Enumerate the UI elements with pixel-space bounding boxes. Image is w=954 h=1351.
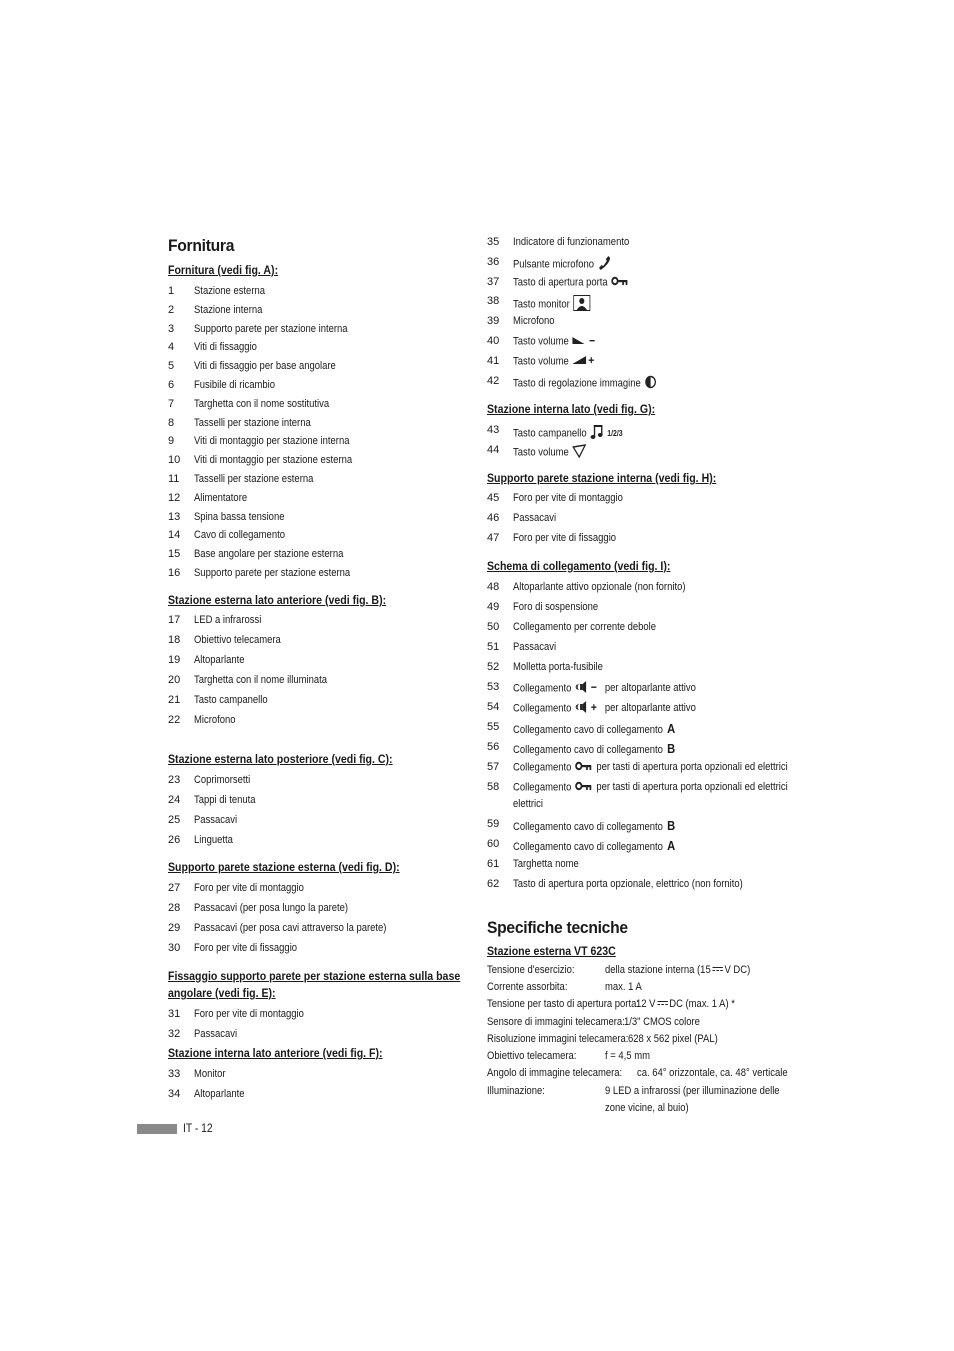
spec-value: 12 V DC (max. 1 A) * bbox=[636, 998, 735, 1010]
item-number: 22 bbox=[168, 714, 181, 726]
item-number: 28 bbox=[168, 902, 181, 914]
section-heading: Supporto parete stazione interna (vedi fig. H): bbox=[487, 473, 717, 485]
section-heading: Schema di collegamento (vedi fig. I): bbox=[487, 561, 671, 573]
item-text: Tasto volume bbox=[513, 335, 596, 348]
handset-icon bbox=[597, 256, 611, 273]
item-text: Tasto campanello bbox=[194, 694, 268, 706]
specs-heading: Stazione esterna VT 623C bbox=[487, 946, 616, 958]
item-text: Tasto volume bbox=[513, 355, 596, 368]
item-number: 12 bbox=[168, 491, 181, 504]
speaker-minus-icon bbox=[575, 681, 601, 696]
spec-label: Sensore di immagini telecamera: bbox=[487, 1016, 625, 1028]
item-number: 39 bbox=[487, 315, 500, 328]
section-heading: Supporto parete stazione esterna (vedi fig. D): bbox=[168, 862, 400, 874]
item-number: 18 bbox=[168, 634, 181, 646]
item-number: 32 bbox=[168, 1028, 181, 1040]
item-text: Collegamento per tasti di apertura porta opzionali ed elettrici bbox=[513, 761, 788, 774]
item-number: 17 bbox=[168, 614, 181, 626]
item-text: Collegamento cavo di collegamento B bbox=[513, 818, 676, 833]
item-number: 4 bbox=[168, 341, 175, 354]
item-text: Collegamento per tasti di apertura porta opzionali ed elettrici bbox=[513, 781, 788, 794]
item-text: Cavo di collegamento bbox=[194, 529, 285, 542]
item-number: 8 bbox=[168, 416, 175, 429]
item-number: 40 bbox=[487, 335, 500, 347]
section-heading: Stazione esterna lato posteriore (vedi fig. C): bbox=[168, 754, 393, 766]
item-text: Passacavi bbox=[513, 512, 557, 524]
item-text: Passacavi (per posa lungo la parete) bbox=[194, 902, 349, 914]
item-text: Monitor bbox=[194, 1068, 226, 1080]
item-text: Targhetta nome bbox=[513, 858, 579, 870]
item-text: Obiettivo telecamera bbox=[194, 634, 281, 646]
spec-value: f = 4,5 mm bbox=[605, 1050, 650, 1062]
item-number: 35 bbox=[487, 236, 500, 248]
footer-bar bbox=[137, 1124, 177, 1134]
item-text: Tasto campanello 1/2/3 bbox=[513, 424, 623, 443]
item-number: 55 bbox=[487, 721, 500, 733]
item-text: Tasselli per stazione esterna bbox=[194, 473, 314, 485]
item-text: Supporto parete per stazione esterna bbox=[194, 567, 351, 579]
item-number: 60 bbox=[487, 838, 500, 850]
item-text: Passacavi (per posa cavi attraverso la parete) bbox=[194, 922, 387, 934]
item-text: Stazione esterna bbox=[194, 285, 266, 297]
item-number: 36 bbox=[487, 255, 500, 268]
item-text: Passacavi bbox=[513, 641, 557, 653]
contrast-icon bbox=[644, 375, 656, 392]
item-number: 11 bbox=[168, 473, 180, 485]
item-number: 27 bbox=[168, 882, 181, 894]
item-text: Viti di fissaggio bbox=[194, 341, 257, 354]
item-text: Altoparlante attivo opzionale (non fornito) bbox=[513, 581, 686, 593]
item-text: Microfono bbox=[194, 714, 236, 726]
item-text: Linguetta bbox=[194, 834, 233, 846]
specs-title: Specifiche tecniche bbox=[487, 918, 628, 937]
item-text: Stazione interna bbox=[194, 303, 263, 316]
spec-label: Angolo di immagine telecamera: bbox=[487, 1067, 623, 1079]
item-number: 49 bbox=[487, 601, 500, 613]
speaker-plus-icon bbox=[575, 701, 601, 716]
item-number: 10 bbox=[168, 454, 181, 467]
item-text: Passacavi bbox=[194, 1028, 238, 1040]
ringtone-label: 1/2/3 bbox=[607, 429, 623, 439]
item-number: 56 bbox=[487, 741, 500, 753]
section-heading: Stazione interna lato (vedi fig. G): bbox=[487, 404, 656, 416]
item-text: Altoparlante bbox=[194, 654, 245, 666]
item-number: 47 bbox=[487, 532, 500, 544]
item-number: 62 bbox=[487, 878, 500, 890]
item-number: 30 bbox=[168, 942, 181, 954]
item-number: 13 bbox=[168, 510, 181, 523]
item-number: 21 bbox=[168, 694, 181, 706]
spec-label: Tensione d'esercizio: bbox=[487, 964, 575, 976]
item-text: Foro per vite di montaggio bbox=[513, 492, 623, 504]
item-text-continued: elettrici bbox=[513, 798, 543, 810]
spec-value: 9 LED a infrarossi (per illuminazione delle bbox=[605, 1085, 780, 1097]
item-number: 57 bbox=[487, 761, 500, 773]
spec-label: Risoluzione immagini telecamera: bbox=[487, 1033, 629, 1045]
volume-wedge-icon bbox=[572, 444, 586, 461]
item-number: 5 bbox=[168, 360, 175, 373]
item-number: 43 bbox=[487, 424, 500, 436]
item-number: 29 bbox=[168, 922, 181, 934]
item-text: Collegamento cavo di collegamento A bbox=[513, 721, 676, 736]
item-number: 24 bbox=[168, 794, 181, 806]
item-number: 20 bbox=[168, 674, 181, 686]
item-number: 52 bbox=[487, 661, 500, 673]
volume-down-icon bbox=[572, 335, 596, 348]
item-number: 45 bbox=[487, 492, 500, 504]
item-number: 59 bbox=[487, 818, 500, 830]
item-text: Microfono bbox=[513, 315, 555, 328]
dc-symbol-icon bbox=[657, 1001, 667, 1007]
connector-letter: B bbox=[667, 741, 676, 756]
item-text: Tasto monitor bbox=[513, 295, 590, 314]
item-number: 3 bbox=[168, 322, 175, 335]
page-title: Fornitura bbox=[168, 236, 235, 255]
item-number: 19 bbox=[168, 654, 181, 666]
item-text: Tasto di regolazione immagine bbox=[513, 375, 656, 392]
spec-value: max. 1 A bbox=[605, 981, 642, 993]
item-text: Base angolare per stazione esterna bbox=[194, 548, 344, 561]
item-text: Tasselli per stazione interna bbox=[194, 416, 311, 429]
item-number: 54 bbox=[487, 701, 500, 713]
item-text: Targhetta con il nome illuminata bbox=[194, 674, 328, 686]
monitor-person-icon bbox=[573, 295, 590, 314]
spec-value: della stazione interna (15 V DC) bbox=[605, 964, 751, 976]
item-text: Passacavi bbox=[194, 814, 238, 826]
section-heading: angolare (vedi fig. E): bbox=[168, 988, 276, 1000]
item-number: 37 bbox=[487, 275, 500, 288]
item-text: Indicatore di funzionamento bbox=[513, 236, 630, 248]
item-text: Fusibile di ricambio bbox=[194, 379, 275, 391]
item-text: Molletta porta-fusibile bbox=[513, 661, 603, 673]
key-icon bbox=[575, 761, 592, 774]
item-number: 23 bbox=[168, 774, 181, 786]
item-text: Supporto parete per stazione interna bbox=[194, 322, 348, 335]
item-number: 6 bbox=[168, 379, 175, 391]
connector-letter: A bbox=[667, 721, 676, 736]
spec-label: Corrente assorbita: bbox=[487, 981, 568, 993]
spec-label: Obiettivo telecamera: bbox=[487, 1050, 577, 1062]
item-text: Tasto di apertura porta opzionale, elettrico (non fornito) bbox=[513, 878, 743, 890]
item-number: 53 bbox=[487, 681, 500, 693]
item-number: 9 bbox=[168, 435, 175, 448]
item-number: 31 bbox=[168, 1008, 181, 1020]
item-text: Collegamento per altoparlante attivo bbox=[513, 682, 696, 695]
section-heading: Fissaggio supporto parete per stazione esterna sulla base bbox=[168, 971, 461, 983]
page-number: IT - 12 bbox=[183, 1121, 213, 1135]
item-text: Foro per vite di fissaggio bbox=[513, 532, 617, 544]
item-number: 48 bbox=[487, 581, 500, 593]
item-number: 46 bbox=[487, 512, 500, 524]
item-number: 50 bbox=[487, 621, 500, 633]
item-text: Collegamento per altoparlante attivo bbox=[513, 702, 696, 715]
item-number: 42 bbox=[487, 374, 500, 387]
item-text: Pulsante microfono bbox=[513, 256, 611, 273]
key-icon bbox=[575, 781, 592, 794]
item-text: Tappi di tenuta bbox=[194, 794, 256, 806]
item-number: 38 bbox=[487, 295, 500, 308]
item-number: 14 bbox=[168, 529, 181, 542]
item-text: Tasto volume bbox=[513, 444, 586, 461]
connector-letter: B bbox=[667, 818, 676, 833]
spec-value: 628 x 562 pixel (PAL) bbox=[628, 1033, 718, 1045]
item-number: 16 bbox=[168, 567, 181, 579]
item-text: Collegamento per corrente debole bbox=[513, 621, 657, 633]
section-heading: Fornitura (vedi fig. A): bbox=[168, 265, 279, 277]
volume-up-icon bbox=[572, 355, 596, 368]
item-text: Spina bassa tensione bbox=[194, 510, 285, 523]
item-number: 2 bbox=[168, 303, 175, 316]
item-number: 41 bbox=[487, 354, 500, 367]
item-text: Collegamento cavo di collegamento A bbox=[513, 838, 676, 853]
item-number: 15 bbox=[168, 548, 181, 561]
item-text: Tasto di apertura porta bbox=[513, 276, 628, 289]
item-text: Collegamento cavo di collegamento B bbox=[513, 741, 676, 756]
spec-value-continued: zone vicine, al buio) bbox=[605, 1102, 689, 1114]
section-heading: Stazione interna lato anteriore (vedi fig. F): bbox=[168, 1048, 383, 1060]
item-text: Viti di fissaggio per base angolare bbox=[194, 360, 336, 373]
item-number: 51 bbox=[487, 641, 500, 653]
item-text: Altoparlante bbox=[194, 1088, 245, 1100]
item-text: Foro per vite di fissaggio bbox=[194, 942, 298, 954]
item-number: 44 bbox=[487, 444, 500, 456]
item-text: Foro di sospensione bbox=[513, 601, 599, 613]
spec-label: Tensione per tasto di apertura porta: bbox=[487, 998, 639, 1010]
item-text: Coprimorsetti bbox=[194, 774, 251, 786]
item-text: LED a infrarossi bbox=[194, 614, 262, 626]
key-icon bbox=[611, 276, 628, 289]
spec-label: Illuminazione: bbox=[487, 1085, 545, 1097]
item-text: Viti di montaggio per stazione esterna bbox=[194, 454, 353, 467]
item-number: 1 bbox=[168, 285, 175, 297]
item-number: 58 bbox=[487, 781, 500, 793]
item-number: 33 bbox=[168, 1068, 181, 1080]
section-heading: Stazione esterna lato anteriore (vedi fig. B): bbox=[168, 595, 387, 607]
connector-letter: A bbox=[667, 838, 676, 853]
item-number: 61 bbox=[487, 858, 500, 870]
item-text: Foro per vite di montaggio bbox=[194, 1008, 304, 1020]
music-note-icon bbox=[590, 424, 605, 443]
item-number: 25 bbox=[168, 814, 181, 826]
spec-value: ca. 64° orizzontale, ca. 48° verticale bbox=[637, 1067, 788, 1079]
item-text: Viti di montaggio per stazione interna bbox=[194, 435, 350, 448]
item-text: Alimentatore bbox=[194, 491, 248, 504]
spec-value: 1/3" CMOS colore bbox=[624, 1016, 700, 1028]
item-number: 34 bbox=[168, 1088, 181, 1100]
item-number: 7 bbox=[168, 397, 175, 410]
item-number: 26 bbox=[168, 834, 181, 846]
item-text: Foro per vite di montaggio bbox=[194, 882, 304, 894]
dc-symbol-icon bbox=[712, 967, 722, 973]
item-text: Targhetta con il nome sostitutiva bbox=[194, 397, 330, 410]
